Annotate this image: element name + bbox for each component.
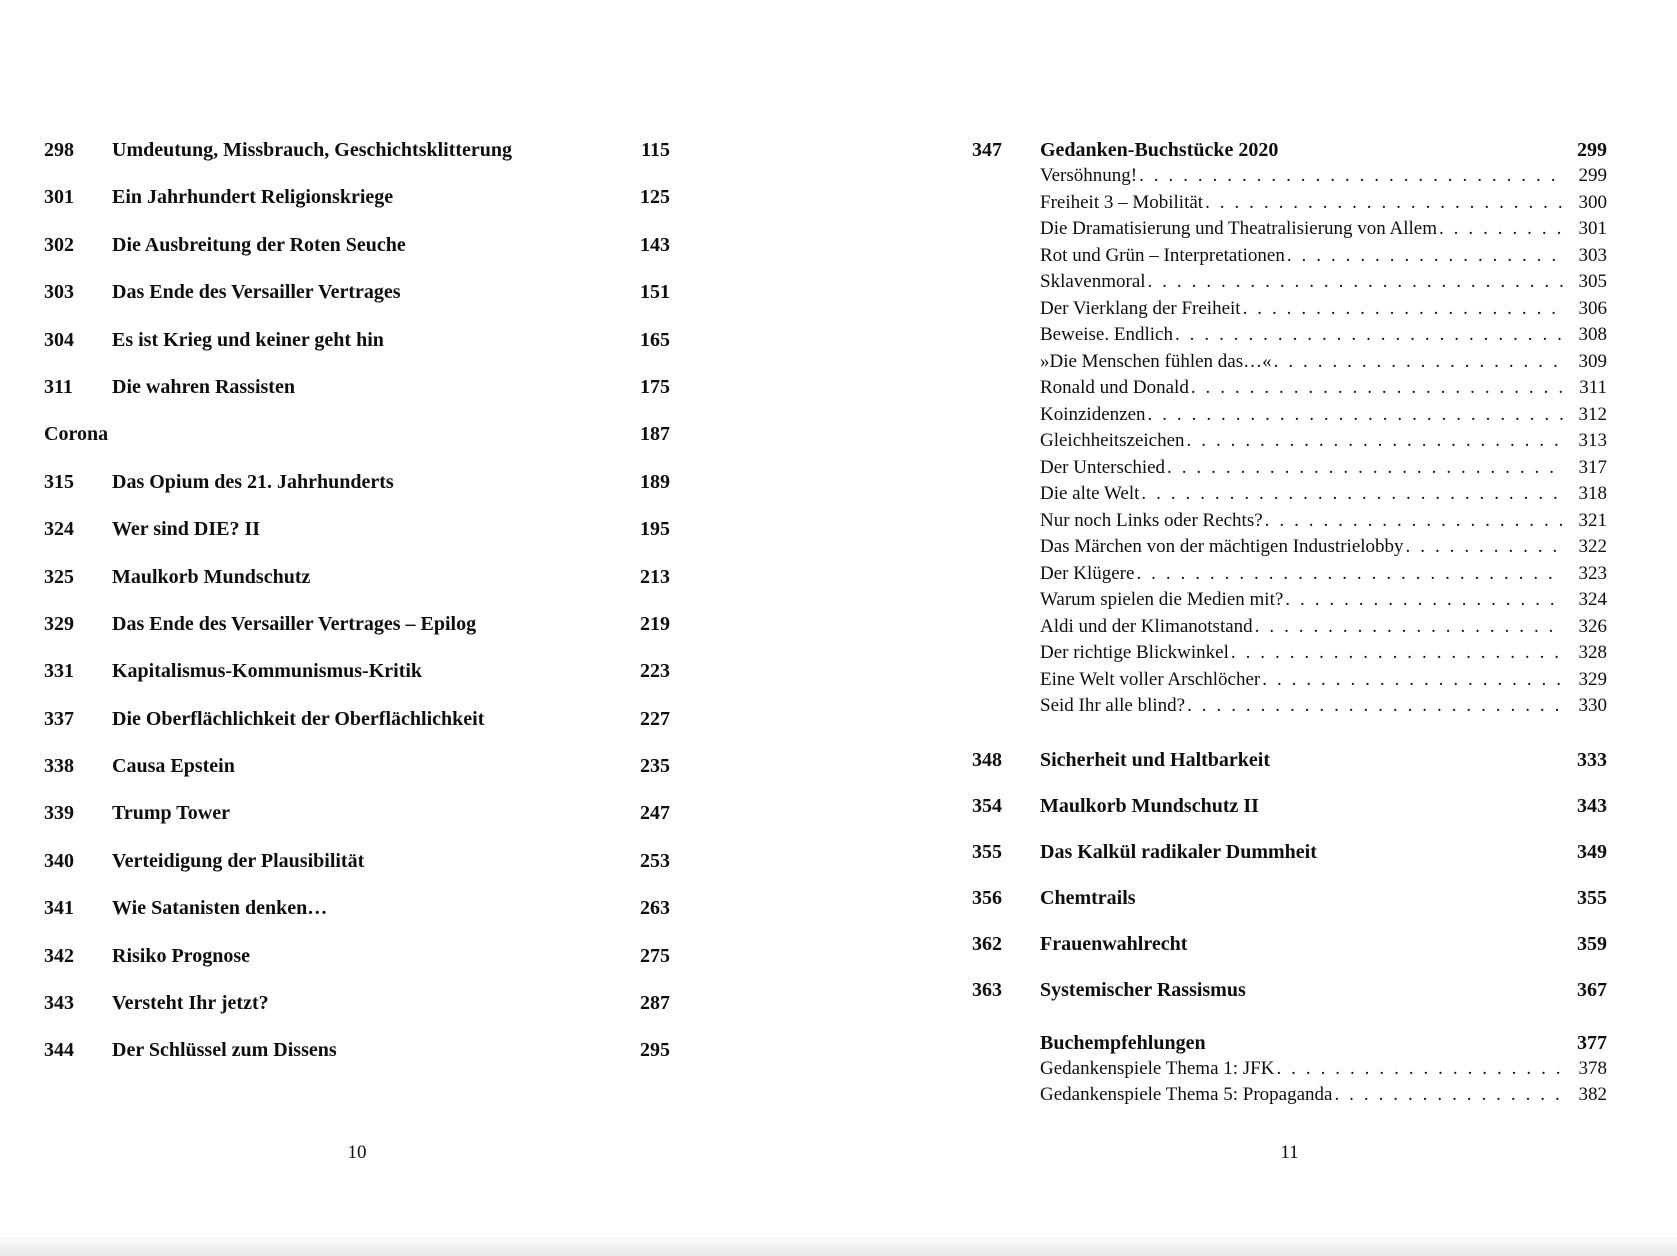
subentry-page: 318 bbox=[1578, 483, 1607, 504]
subentry-page: 330 bbox=[1578, 695, 1607, 716]
chapter-title: Das Ende des Versailler Vertrages – Epilog bbox=[112, 612, 477, 635]
dot-leader bbox=[1148, 269, 1563, 296]
chapter-number: 324 bbox=[44, 518, 74, 541]
chapter-page: 343 bbox=[1577, 794, 1607, 817]
toc-subentry bbox=[1040, 481, 1607, 508]
toc-entry bbox=[972, 1030, 1607, 1109]
chapter-title: Sicherheit und Haltbarkeit bbox=[1040, 748, 1271, 771]
chapter-page: 377 bbox=[1577, 1031, 1607, 1054]
chapter-number: 315 bbox=[44, 470, 74, 493]
toc-entry bbox=[44, 564, 670, 590]
subentry-title: Die alte Welt bbox=[1040, 483, 1140, 504]
dot-leader bbox=[1285, 587, 1563, 614]
chapter-number: 329 bbox=[44, 612, 74, 635]
chapter-number: 338 bbox=[44, 755, 74, 778]
toc-entry-main bbox=[44, 706, 670, 732]
page-number-right: 11 bbox=[1280, 1142, 1299, 1163]
toc-entry bbox=[972, 137, 1607, 720]
subentry-page: 328 bbox=[1578, 642, 1607, 663]
toc-subentry bbox=[1040, 269, 1607, 296]
toc-entry bbox=[972, 839, 1607, 865]
chapter-page: 125 bbox=[640, 186, 670, 209]
dot-leader bbox=[1167, 455, 1563, 482]
chapter-page: 263 bbox=[640, 897, 670, 920]
toc-entry bbox=[44, 943, 670, 969]
toc-entry bbox=[972, 977, 1607, 1003]
toc-entry bbox=[44, 137, 670, 163]
chapter-page: 213 bbox=[640, 565, 670, 588]
chapter-title: Die Oberflächlichkeit der Oberflächlichkeit bbox=[112, 707, 485, 730]
chapter-page: 367 bbox=[1577, 978, 1607, 1001]
subentry-page: 311 bbox=[1579, 377, 1607, 398]
dot-leader bbox=[1148, 402, 1563, 429]
subentry-page: 321 bbox=[1578, 509, 1607, 531]
toc-subentry bbox=[1040, 693, 1607, 720]
dot-leader bbox=[1255, 614, 1563, 641]
chapter-number: 302 bbox=[44, 233, 74, 256]
toc-entry-main bbox=[44, 990, 670, 1016]
subentry-page: 382 bbox=[1578, 1084, 1607, 1105]
toc-entry-main bbox=[972, 137, 1607, 163]
chapter-title: Wie Satanisten denken… bbox=[112, 897, 328, 920]
chapter-number: 355 bbox=[972, 840, 1002, 863]
chapter-title: Risiko Prognose bbox=[112, 944, 250, 967]
subentry-title: Versöhnung! bbox=[1040, 165, 1138, 186]
subentry-title: Gleichheitszeichen bbox=[1040, 430, 1185, 451]
dot-leader bbox=[1175, 322, 1563, 349]
subentry-title: Der Vierklang der Freiheit bbox=[1040, 297, 1241, 319]
chapter-title: Das Opium des 21. Jahrhunderts bbox=[112, 470, 394, 493]
chapter-page: 349 bbox=[1577, 840, 1607, 863]
toc-entry bbox=[44, 848, 670, 874]
toc-page-left bbox=[44, 137, 670, 1063]
toc-subentry bbox=[1040, 614, 1607, 641]
chapter-number: 298 bbox=[44, 139, 74, 161]
toc-entry-main bbox=[44, 137, 670, 163]
toc-entry-main bbox=[44, 895, 670, 921]
dot-leader bbox=[1243, 296, 1563, 323]
subentry-page: 305 bbox=[1578, 271, 1607, 292]
chapter-page: 299 bbox=[1577, 139, 1607, 161]
toc-subentry bbox=[1040, 322, 1607, 349]
dot-leader bbox=[1231, 640, 1563, 667]
chapter-number: 331 bbox=[44, 660, 74, 683]
chapter-page: 295 bbox=[640, 1039, 670, 1062]
subentry-title: Beweise. Endlich bbox=[1040, 324, 1173, 345]
chapter-title: Versteht Ihr jetzt? bbox=[112, 992, 269, 1015]
toc-entry-main bbox=[44, 753, 670, 779]
toc-entry bbox=[44, 895, 670, 921]
toc-entry bbox=[44, 611, 670, 637]
chapter-page: 151 bbox=[640, 281, 670, 304]
subentry-page: 317 bbox=[1578, 456, 1607, 478]
chapter-page: 253 bbox=[640, 849, 670, 872]
toc-subentry bbox=[1040, 243, 1607, 270]
chapter-page: 247 bbox=[640, 802, 670, 825]
dot-leader bbox=[1139, 163, 1563, 190]
subentry-title: Der Klügere bbox=[1040, 562, 1135, 584]
toc-entry-main bbox=[972, 747, 1607, 773]
toc-subentry-list bbox=[1040, 163, 1607, 720]
chapter-title: Gedanken-Buchstücke 2020 bbox=[1040, 139, 1279, 161]
toc-entry-main bbox=[44, 232, 670, 258]
toc-entry bbox=[972, 931, 1607, 957]
subentry-page: 303 bbox=[1578, 244, 1607, 266]
subentry-page: 301 bbox=[1578, 218, 1607, 239]
dot-leader bbox=[1262, 667, 1563, 694]
chapter-page: 143 bbox=[640, 233, 670, 256]
chapter-number: 339 bbox=[44, 802, 74, 825]
chapter-number: 354 bbox=[972, 794, 1002, 817]
toc-entry-main bbox=[44, 184, 670, 210]
subentry-title: Rot und Grün – Interpretationen bbox=[1040, 244, 1285, 266]
toc-entry-main bbox=[44, 564, 670, 590]
chapter-number: 342 bbox=[44, 944, 74, 967]
chapter-title: Wer sind DIE? II bbox=[112, 518, 261, 541]
chapter-title: Die Ausbreitung der Roten Seuche bbox=[112, 233, 406, 256]
chapter-page: 175 bbox=[640, 375, 670, 398]
subentry-page: 313 bbox=[1578, 430, 1607, 451]
chapter-title: Corona bbox=[44, 423, 109, 446]
subentry-title: Gedankenspiele Thema 1: JFK bbox=[1040, 1057, 1275, 1079]
subentry-title: Gedankenspiele Thema 5: Propaganda bbox=[1040, 1084, 1333, 1105]
toc-entry bbox=[972, 793, 1607, 819]
toc-subentry bbox=[1040, 534, 1607, 561]
subentry-page: 312 bbox=[1578, 403, 1607, 425]
chapter-page: 187 bbox=[640, 423, 670, 446]
toc-entry bbox=[972, 885, 1607, 911]
subentry-title: Ronald und Donald bbox=[1040, 377, 1189, 398]
toc-subentry bbox=[1040, 428, 1607, 455]
chapter-page: 275 bbox=[640, 944, 670, 967]
chapter-title: Die wahren Rassisten bbox=[112, 375, 295, 398]
chapter-number: 311 bbox=[44, 375, 73, 398]
subentry-page: 300 bbox=[1578, 191, 1607, 213]
toc-entry-main bbox=[44, 374, 670, 400]
toc-subentry bbox=[1040, 296, 1607, 323]
chapter-number: 337 bbox=[44, 707, 74, 730]
toc-entry-main bbox=[44, 611, 670, 637]
chapter-title: Frauenwahlrecht bbox=[1040, 932, 1188, 955]
chapter-page: 227 bbox=[640, 707, 670, 730]
toc-page-right bbox=[972, 137, 1607, 1109]
dot-leader bbox=[1187, 693, 1563, 720]
chapter-title: Buchempfehlungen bbox=[1040, 1031, 1206, 1054]
toc-entry-main bbox=[44, 658, 670, 684]
toc-subentry bbox=[1040, 1056, 1607, 1083]
chapter-number: 303 bbox=[44, 281, 74, 304]
toc-subentry bbox=[1040, 216, 1607, 243]
subentry-page: 323 bbox=[1578, 562, 1607, 584]
chapter-number: 340 bbox=[44, 849, 74, 872]
subentry-page: 378 bbox=[1578, 1057, 1607, 1079]
subentry-title: Seid Ihr alle blind? bbox=[1040, 695, 1186, 716]
chapter-title: Das Ende des Versailler Vertrages bbox=[112, 281, 401, 304]
toc-entry bbox=[44, 327, 670, 353]
subentry-page: 299 bbox=[1578, 165, 1607, 186]
dot-leader bbox=[1141, 481, 1563, 508]
subentry-title: Freiheit 3 – Mobilität bbox=[1040, 191, 1204, 213]
page-bottom-edge bbox=[0, 1238, 1677, 1256]
chapter-page: 219 bbox=[640, 612, 670, 635]
chapter-page: 195 bbox=[640, 518, 670, 541]
chapter-page: 165 bbox=[640, 328, 670, 351]
toc-entry-main bbox=[972, 1030, 1607, 1056]
chapter-number: 348 bbox=[972, 748, 1002, 771]
chapter-page: 115 bbox=[641, 139, 670, 161]
subentry-title: Die Dramatisierung und Theatralisierung von Allem bbox=[1040, 218, 1437, 239]
toc-entry bbox=[44, 753, 670, 779]
chapter-number: 301 bbox=[44, 186, 74, 209]
toc-entry-main bbox=[44, 469, 670, 495]
toc-entry-main bbox=[972, 839, 1607, 865]
chapter-number: 343 bbox=[44, 992, 74, 1015]
dot-leader bbox=[1191, 375, 1563, 402]
chapter-title: Kapitalismus-Kommunismus-Kritik bbox=[112, 660, 423, 683]
chapter-number: 363 bbox=[972, 978, 1002, 1001]
chapter-page: 355 bbox=[1577, 886, 1607, 909]
toc-entry-main bbox=[44, 421, 670, 447]
chapter-number: 304 bbox=[44, 328, 74, 351]
dot-leader bbox=[1136, 561, 1563, 588]
toc-entry-main bbox=[44, 800, 670, 826]
toc-entry bbox=[44, 1037, 670, 1063]
toc-entry-main bbox=[972, 885, 1607, 911]
dot-leader bbox=[1187, 428, 1563, 455]
subentry-title: Warum spielen die Medien mit? bbox=[1040, 589, 1284, 610]
dot-leader bbox=[1205, 190, 1563, 217]
dot-leader bbox=[1439, 216, 1563, 243]
toc-entry-main bbox=[44, 516, 670, 542]
subentry-title: Sklavenmoral bbox=[1040, 271, 1146, 292]
toc-entry-main bbox=[972, 931, 1607, 957]
toc-subentry bbox=[1040, 1082, 1607, 1109]
dot-leader bbox=[1334, 1082, 1563, 1109]
dot-leader bbox=[1287, 243, 1563, 270]
toc-entry bbox=[44, 800, 670, 826]
chapter-title: Das Kalkül radikaler Dummheit bbox=[1040, 840, 1317, 863]
chapter-page: 359 bbox=[1577, 932, 1607, 955]
toc-entry bbox=[44, 469, 670, 495]
chapter-page: 189 bbox=[640, 470, 670, 493]
toc-subentry bbox=[1040, 508, 1607, 535]
toc-entry bbox=[44, 658, 670, 684]
chapter-number: 362 bbox=[972, 932, 1002, 955]
toc-entry-main bbox=[44, 279, 670, 305]
chapter-title: Causa Epstein bbox=[112, 755, 235, 778]
dot-leader bbox=[1276, 1056, 1563, 1083]
subentry-title: Der Unterschied bbox=[1040, 456, 1166, 478]
chapter-title: Systemischer Rassismus bbox=[1040, 978, 1246, 1001]
chapter-title: Maulkorb Mundschutz II bbox=[1040, 794, 1259, 817]
chapter-number: 347 bbox=[972, 139, 1002, 161]
chapter-title: Umdeutung, Missbrauch, Geschichtsklitterung bbox=[112, 139, 513, 161]
subentry-title: Der richtige Blickwinkel bbox=[1040, 642, 1229, 663]
toc-entry-main bbox=[972, 793, 1607, 819]
chapter-title: Ein Jahrhundert Religionskriege bbox=[112, 186, 394, 209]
subentry-title: Nur noch Links oder Rechts? bbox=[1040, 509, 1263, 531]
subentry-page: 308 bbox=[1578, 324, 1607, 345]
chapter-title: Maulkorb Mundschutz bbox=[112, 565, 311, 588]
subentry-page: 324 bbox=[1578, 589, 1607, 610]
subentry-page: 329 bbox=[1578, 668, 1607, 690]
toc-entry bbox=[44, 516, 670, 542]
subentry-page: 306 bbox=[1578, 297, 1607, 319]
chapter-page: 287 bbox=[640, 992, 670, 1015]
chapter-number: 356 bbox=[972, 886, 1002, 909]
toc-entry bbox=[44, 421, 670, 447]
toc-subentry bbox=[1040, 163, 1607, 190]
chapter-number: 344 bbox=[44, 1039, 74, 1062]
dot-leader bbox=[1265, 508, 1563, 535]
chapter-number: 325 bbox=[44, 565, 74, 588]
toc-entry bbox=[44, 184, 670, 210]
chapter-page: 235 bbox=[640, 755, 670, 778]
toc-subentry bbox=[1040, 190, 1607, 217]
subentry-title: Aldi und der Klimanotstand bbox=[1040, 615, 1253, 637]
subentry-title: »Die Menschen fühlen das…« bbox=[1040, 350, 1272, 372]
subentry-page: 322 bbox=[1578, 536, 1607, 557]
dot-leader bbox=[1406, 534, 1563, 561]
toc-subentry bbox=[1040, 667, 1607, 694]
toc-subentry bbox=[1040, 375, 1607, 402]
chapter-title: Chemtrails bbox=[1040, 886, 1136, 909]
chapter-title: Trump Tower bbox=[112, 802, 230, 825]
toc-entry bbox=[44, 990, 670, 1016]
toc-entry bbox=[44, 279, 670, 305]
toc-subentry bbox=[1040, 640, 1607, 667]
subentry-title: Koinzidenzen bbox=[1040, 403, 1146, 425]
toc-entry-main bbox=[44, 327, 670, 353]
toc-subentry bbox=[1040, 455, 1607, 482]
toc-subentry bbox=[1040, 587, 1607, 614]
toc-entry bbox=[972, 747, 1607, 773]
toc-entry bbox=[44, 374, 670, 400]
toc-entry-main bbox=[972, 977, 1607, 1003]
toc-subentry bbox=[1040, 349, 1607, 376]
toc-subentry-list bbox=[1040, 1056, 1607, 1109]
toc-entry-main bbox=[44, 943, 670, 969]
toc-entry bbox=[44, 706, 670, 732]
subentry-title: Eine Welt voller Arschlöcher bbox=[1040, 668, 1261, 690]
subentry-page: 326 bbox=[1578, 615, 1607, 637]
chapter-page: 223 bbox=[640, 660, 670, 683]
page-number-left: 10 bbox=[347, 1142, 367, 1163]
toc-subentry bbox=[1040, 402, 1607, 429]
chapter-number: 341 bbox=[44, 897, 74, 920]
subentry-page: 309 bbox=[1578, 350, 1607, 372]
chapter-title: Der Schlüssel zum Dissens bbox=[112, 1039, 337, 1062]
chapter-page: 333 bbox=[1577, 748, 1607, 771]
toc-subentry bbox=[1040, 561, 1607, 588]
toc-entry-main bbox=[44, 1037, 670, 1063]
subentry-title: Das Märchen von der mächtigen Industrielobby bbox=[1040, 536, 1404, 557]
chapter-title: Verteidigung der Plausibilität bbox=[112, 849, 365, 872]
toc-entry bbox=[44, 232, 670, 258]
chapter-title: Es ist Krieg und keiner geht hin bbox=[112, 328, 384, 351]
dot-leader bbox=[1274, 349, 1563, 376]
toc-entry-main bbox=[44, 848, 670, 874]
